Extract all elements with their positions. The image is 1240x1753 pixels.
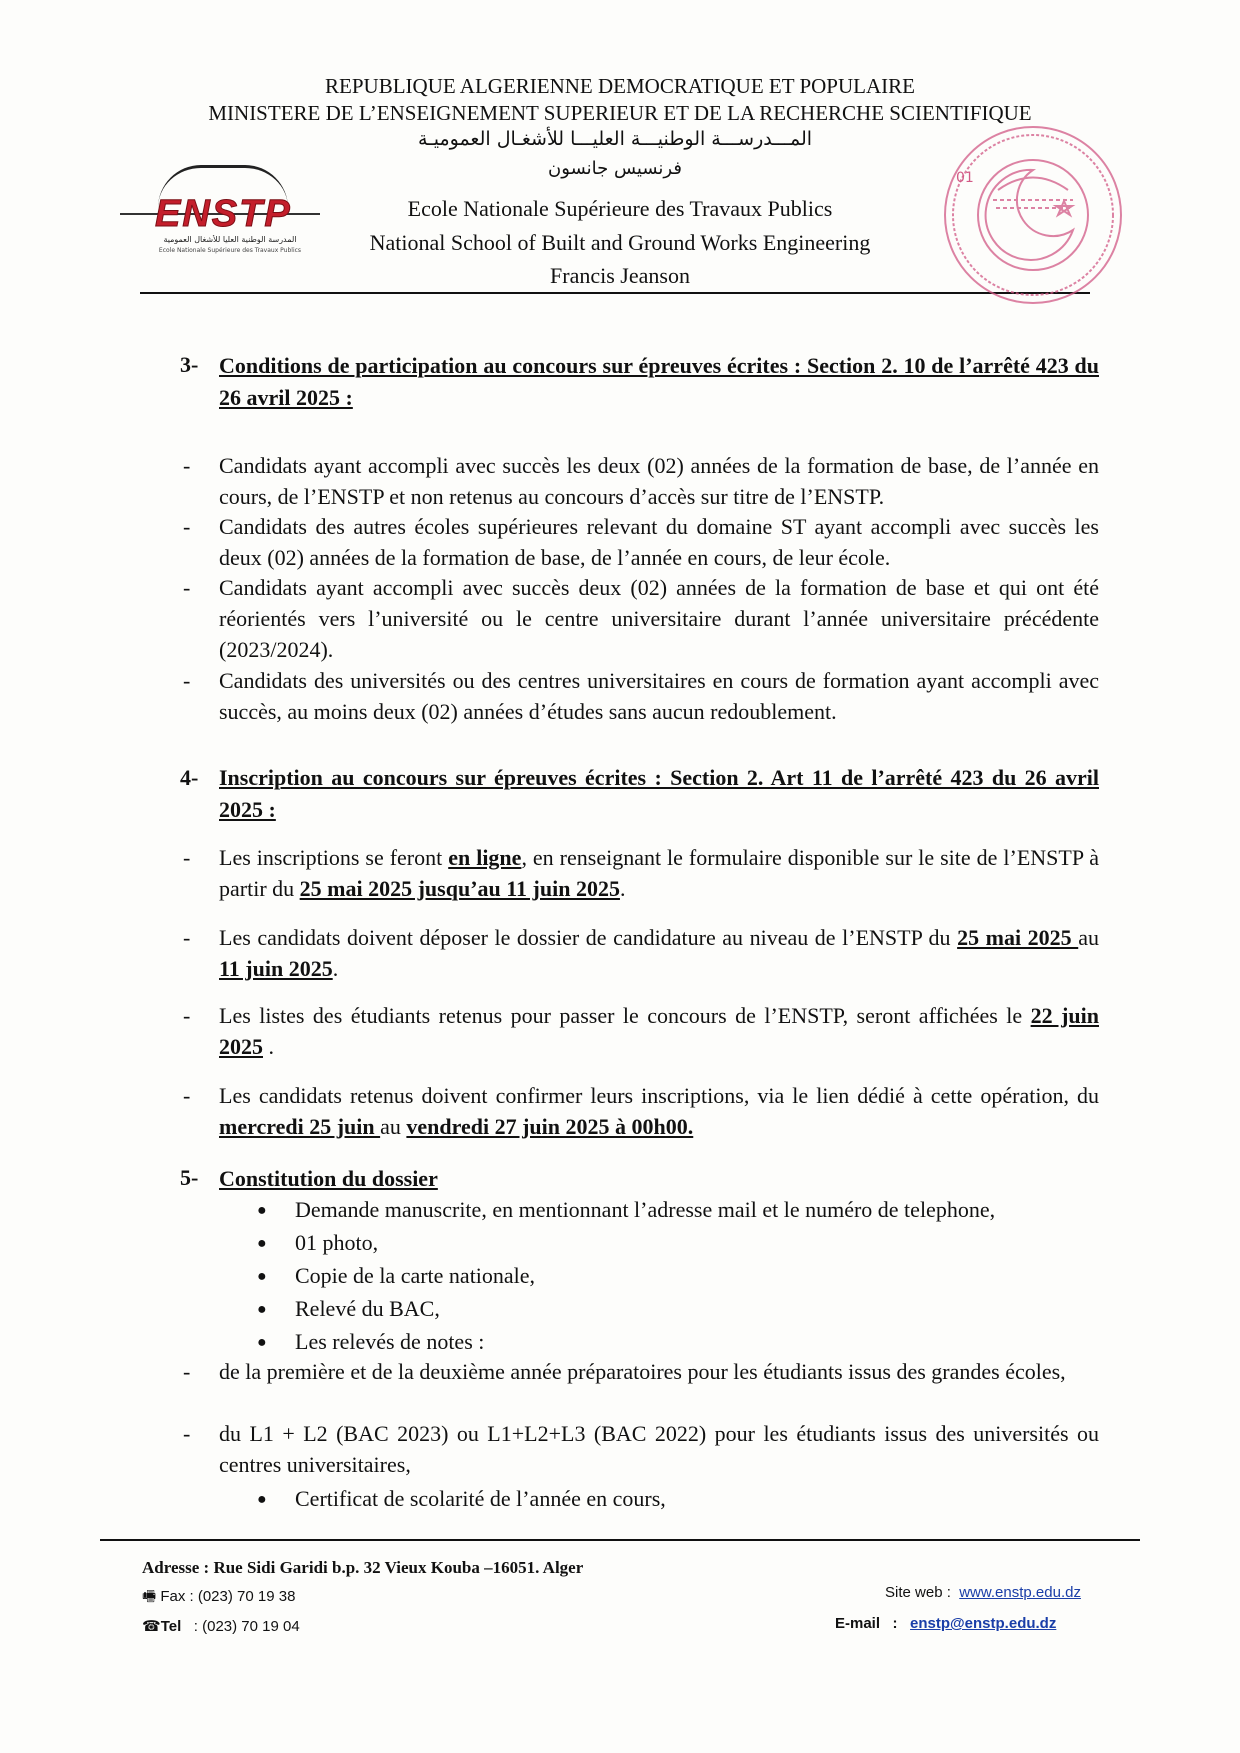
list-dash: - <box>183 1003 191 1028</box>
official-stamp <box>938 120 1128 310</box>
list-dash: - <box>183 1359 191 1384</box>
logo-subtitle-arabic: المدرسة الوطنية العليا للأشغال العمومية <box>163 235 297 244</box>
phone-icon: ☎ <box>142 1618 161 1635</box>
bullet-icon: ● <box>257 1491 267 1508</box>
section-3-title: Conditions de participation au concours sur épreuves écrites : Section 2. 10 de l’arrêté 423 du 26 avril 2025 : <box>219 353 1099 410</box>
footer-address: Adresse : Rue Sidi Garidi b.p. 32 Vieux Kouba –16051. Alger <box>142 1558 584 1577</box>
list-dash: - <box>183 668 191 693</box>
list-dash: - <box>183 845 191 870</box>
list-dash: - <box>183 1421 191 1446</box>
list-dash: - <box>183 514 191 539</box>
list-item: Candidats ayant accompli avec succès deux (02) années de la formation de base et qui ont été réorientés vers l’université ou le centre universitaire durant l’année universitaire précédente (2023/2024). <box>219 575 1099 662</box>
footer-divider <box>100 1539 1140 1541</box>
list-item: Demande manuscrite, en mentionnant l’adresse mail et le numéro de telephone, <box>295 1197 996 1222</box>
ministry-title: MINISTERE DE L’ENSEIGNEMENT SUPERIEUR ET DE LA RECHERCHE SCIENTIFIQUE <box>208 101 1032 125</box>
list-item: Certificat de scolarité de l’année en cours, <box>295 1486 666 1511</box>
logo-text: ENSTP <box>155 193 292 235</box>
section-3-number: 3- <box>180 352 199 377</box>
list-item: 01 photo, <box>295 1230 379 1255</box>
footer-tel: ☎Tel : (023) 70 19 04 <box>142 1618 300 1635</box>
section-5-title: Constitution du dossier <box>219 1166 438 1191</box>
list-item: de la première et de la deuxième année préparatoires pour les étudiants issus des grandes écoles, <box>219 1359 1066 1384</box>
bullet-icon: ● <box>257 1202 267 1219</box>
list-item: Les inscriptions se feront en ligne, en renseignant le formulaire disponible sur le site de l’ENSTP à partir du 25 mai 2025 jusqu’au 11 juin 2025. <box>219 845 1099 901</box>
bullet-icon: ● <box>257 1235 267 1252</box>
footer-fax: 🖷 Fax : (023) 70 19 38 <box>142 1588 296 1605</box>
enstp-logo <box>120 165 320 265</box>
stamp-number: 01 <box>956 170 974 186</box>
bullet-icon: ● <box>257 1268 267 1285</box>
footer-email: E-mail : enstp@enstp.edu.dz <box>835 1615 1057 1632</box>
list-item: Candidats des universités ou des centres universitaires en cours de formation ayant accompli avec succès, au moins deux (02) années d’études sans aucun redoublement. <box>219 668 1099 724</box>
list-dash: - <box>183 453 191 478</box>
list-dash: - <box>183 575 191 600</box>
republic-title: REPUBLIQUE ALGERIENNE DEMOCRATIQUE ET POPULAIRE <box>325 74 915 98</box>
school-francis-jeanson: Francis Jeanson <box>550 263 690 288</box>
website-link[interactable]: www.enstp.edu.dz <box>959 1584 1081 1601</box>
list-item: Copie de la carte nationale, <box>295 1263 536 1288</box>
bullet-icon: ● <box>257 1334 267 1351</box>
list-item: Les listes des étudiants retenus pour passer le concours de l’ENSTP, seront affichées le 22 juin 2025 . <box>219 1003 1099 1059</box>
footer-website: Site web : www.enstp.edu.dz <box>885 1584 1081 1601</box>
section-5-number: 5- <box>180 1165 199 1190</box>
list-item: Candidats des autres écoles supérieures relevant du domaine ST ayant accompli avec succès les deux (02) années de la formation de base, de l’année en cours, de leur école. <box>219 514 1099 570</box>
section-4-number: 4- <box>180 765 199 790</box>
email-link[interactable]: enstp@enstp.edu.dz <box>910 1615 1057 1632</box>
school-name-arabic: المـــدرســـة الوطنيـــة العليـــا للأشغـال العموميـة <box>417 128 813 150</box>
list-dash: - <box>183 925 191 950</box>
list-item: Les candidats doivent déposer le dossier de candidature au niveau de l’ENSTP du 25 mai 2025 au 11 juin 2025. <box>219 925 1099 981</box>
section-4-title: Inscription au concours sur épreuves écrites : Section 2. Art 11 de l’arrêté 423 du 26 avril 2025 : <box>219 765 1099 822</box>
logo-subtitle: Ecole Nationale Supérieure des Travaux Publics <box>158 247 302 254</box>
list-item: Candidats ayant accompli avec succès les deux (02) années de la formation de base, de l’année en cours, de l’ENSTP et non retenus au concours d’accès sur titre de l’ENSTP. <box>219 453 1099 509</box>
bullet-icon: ● <box>257 1301 267 1318</box>
list-dash: - <box>183 1083 191 1108</box>
person-name-arabic: فرنسيس جانسون <box>548 158 682 179</box>
school-name-french: Ecole Nationale Supérieure des Travaux Publics <box>407 196 833 221</box>
list-item: Relevé du BAC, <box>295 1296 440 1321</box>
school-name-english: National School of Built and Ground Works Engineering <box>369 230 871 255</box>
fax-icon: 🖷 <box>142 1588 161 1605</box>
list-item: Les relevés de notes : <box>295 1329 485 1354</box>
list-item: du L1 + L2 (BAC 2023) ou L1+L2+L3 (BAC 2022) pour les étudiants issus des universités ou centres universitaires, <box>219 1421 1099 1477</box>
list-item: Les candidats retenus doivent confirmer leurs inscriptions, via le lien dédié à cette opération, du mercredi 25 juin au vendredi 27 juin 2025 à 00h00. <box>219 1083 1099 1139</box>
